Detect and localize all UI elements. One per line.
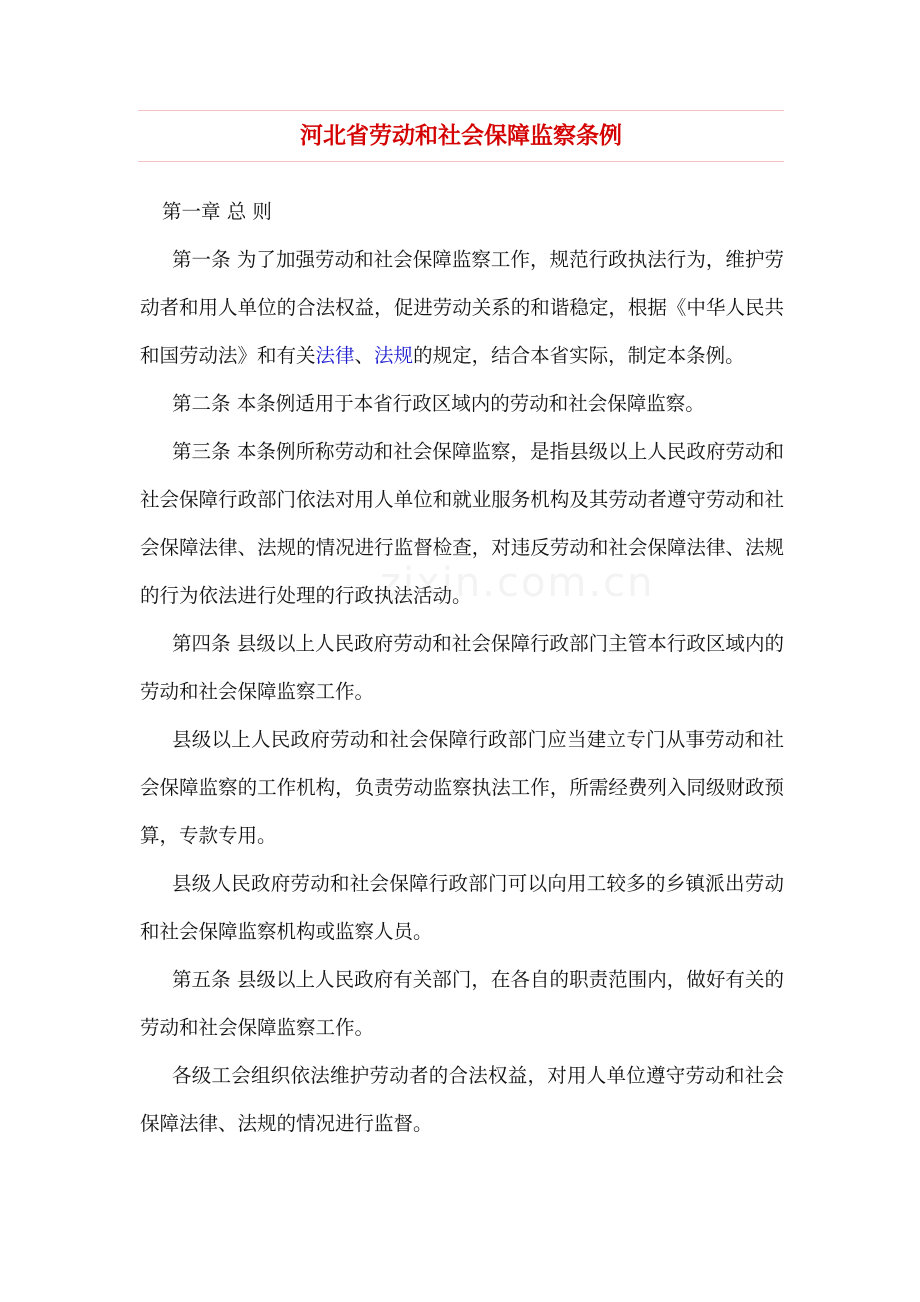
article-1-separator: 、 [354,344,375,367]
link-law[interactable]: 法律 [315,344,355,367]
document-title: 河北省劳动和社会保障监察条例 [300,123,622,149]
article-3: 第三条 本条例所称劳动和社会保障监察，是指县级以上人民政府劳动和社会保障行政部门依法对用人单位和就业服务机构及其劳动者遵守劳动和社会保障法律、法规的情况进行监督检查，对违反劳动和社会保障法律、法规的行为依法进行处理的行政执法活动。 [140,440,784,607]
article-1-text-a: 第一条 为了加强劳动和社会保障监察工作，规范行政执法行为，维护劳动者和用人单位的合法权益，促进劳动关系的和谐稳定，根据《中华人民共和国劳动法》和有关 [140,248,784,367]
chapter-heading: 第一章 总 则 [162,200,272,223]
title-top-rule [138,110,784,111]
article-2: 第二条 本条例适用于本省行政区域内的劳动和社会保障监察。 [172,392,705,415]
article-1-text-b: 的规定，结合本省实际，制定本条例。 [413,344,745,367]
article-4: 第四条 县级以上人民政府劳动和社会保障行政部门主管本行政区域内的劳动和社会保障监察工作。 [140,632,784,703]
article-5-paragraph-2: 各级工会组织依法维护劳动者的合法权益，对用人单位遵守劳动和社会保障法律、法规的情况进行监督。 [140,1064,784,1135]
article-5: 第五条 县级以上人民政府有关部门，在各自的职责范围内，做好有关的劳动和社会保障监察工作。 [140,968,784,1039]
article-4-paragraph-2: 县级以上人民政府劳动和社会保障行政部门应当建立专门从事劳动和社会保障监察的工作机构，负责劳动监察执法工作，所需经费列入同级财政预算，专款专用。 [140,728,784,847]
link-regulation[interactable]: 法规 [374,344,414,367]
title-bottom-rule [138,161,784,162]
article-1 [140,236,784,380]
article-4-paragraph-3: 县级人民政府劳动和社会保障行政部门可以向用工较多的乡镇派出劳动和社会保障监察机构或监察人员。 [140,872,784,943]
document-body [140,188,784,1148]
title-block [138,110,784,162]
watermark: zixin.com.cn [380,560,655,606]
